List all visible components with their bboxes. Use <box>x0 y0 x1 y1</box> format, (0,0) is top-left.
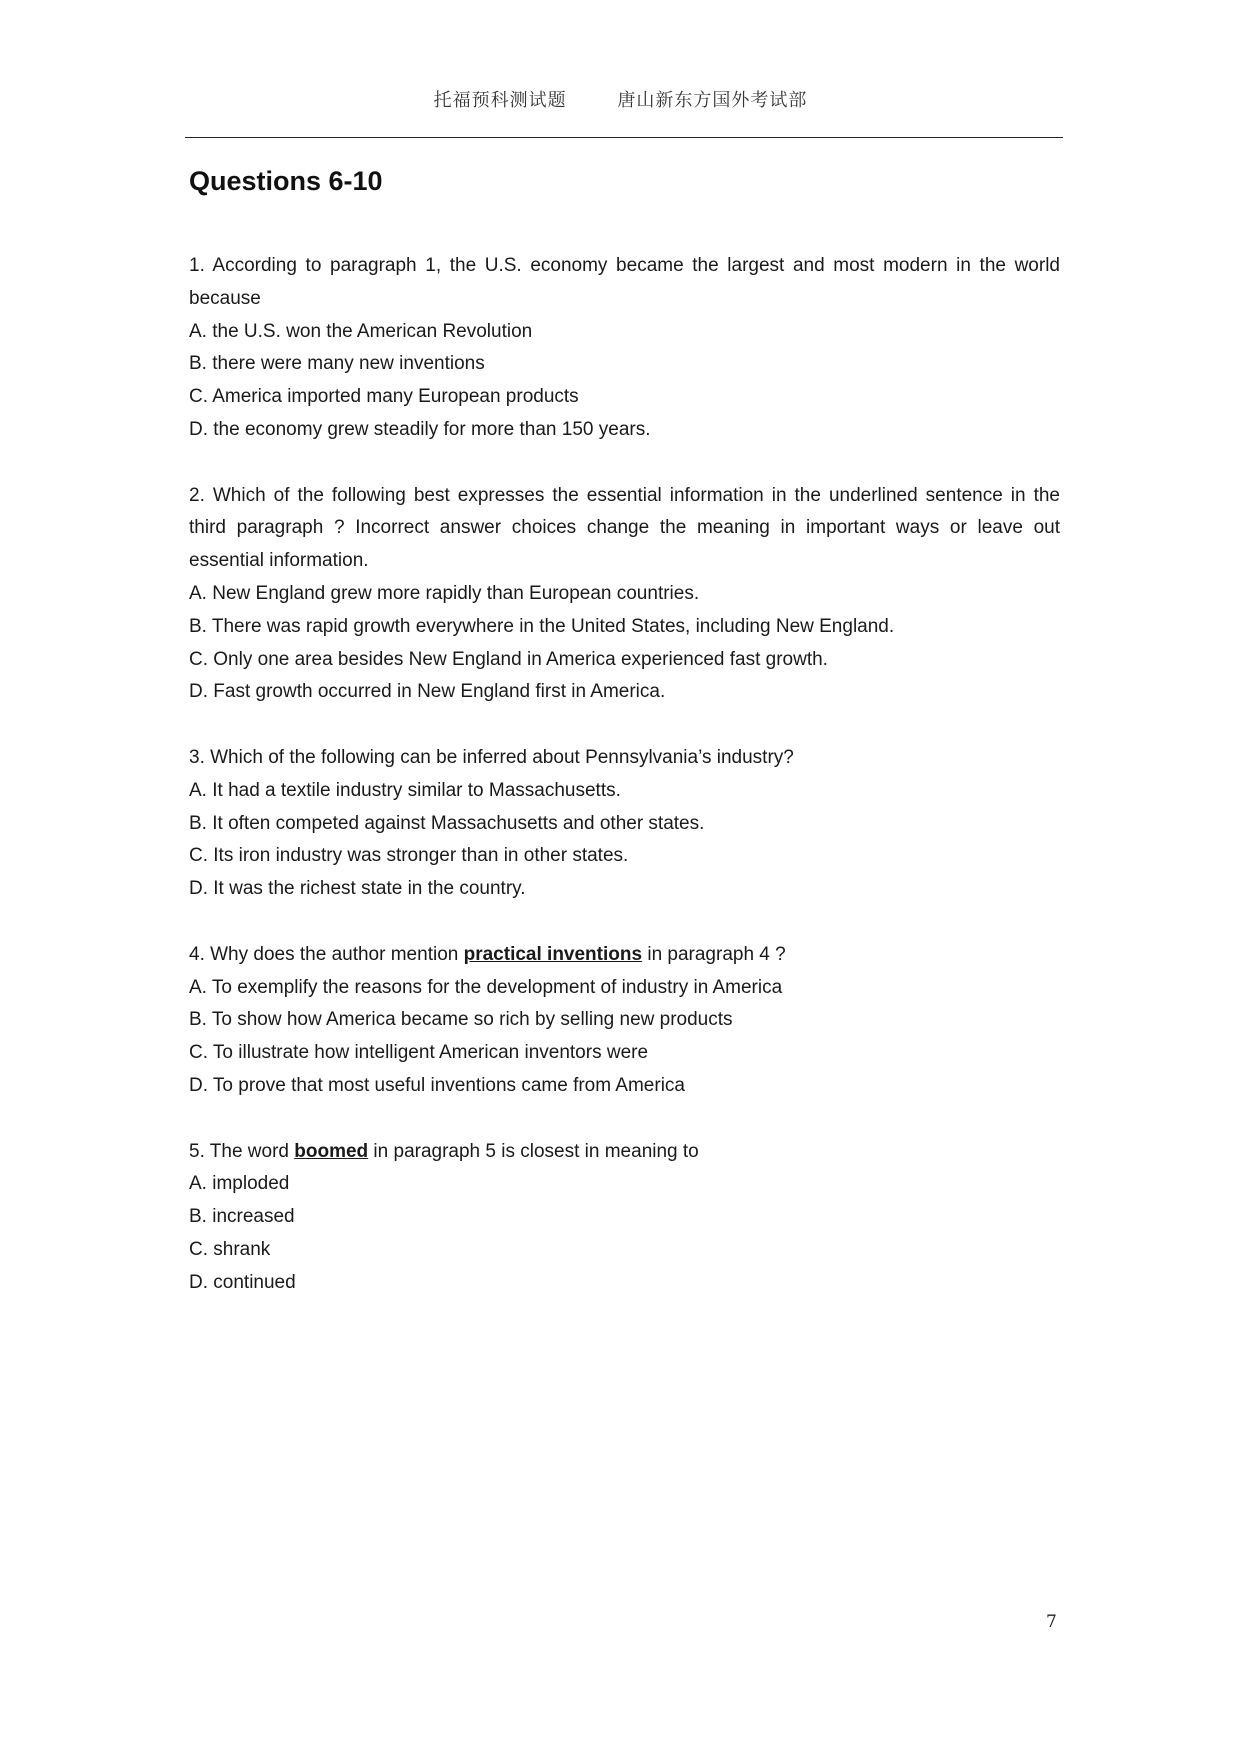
stem-text: 5. The word <box>189 1140 295 1162</box>
answer-option-d: D. It was the richest state in the country. <box>189 878 526 900</box>
question-stem: 1. According to paragraph 1, the U.S. economy became the largest and most modern in the world because <box>189 255 1060 309</box>
answer-option-d: D. Fast growth occurred in New England first in America. <box>189 681 666 703</box>
answer-option-b: B. There was rapid growth everywhere in the United States, including New England. <box>189 615 895 637</box>
answer-option-c: C. To illustrate how intelligent American inventors were <box>189 1042 649 1064</box>
answer-option-b: B. there were many new inventions <box>189 353 485 375</box>
answer-option-d: D. continued <box>189 1271 296 1293</box>
answer-option-b: B. increased <box>189 1206 295 1228</box>
answer-option-c: C. America imported many European products <box>189 386 579 408</box>
answer-option-a: A. New England grew more rapidly than European countries. <box>189 582 700 604</box>
question-1 <box>189 250 1060 447</box>
answer-option-a: A. imploded <box>189 1173 290 1195</box>
page-title: Questions 6-10 <box>189 166 383 196</box>
question-4 <box>189 939 1060 1103</box>
page-number: 7 <box>1046 1612 1057 1632</box>
answer-option-a: A. the U.S. won the American Revolution <box>189 320 533 342</box>
question-5 <box>189 1136 1060 1300</box>
answer-option-a: A. It had a textile industry similar to Massachusetts. <box>189 779 621 801</box>
stem-text: in paragraph 4 ? <box>642 943 786 965</box>
stem-text: 4. Why does the author mention <box>189 943 464 965</box>
header-divider <box>185 137 1063 138</box>
page-header <box>0 86 1241 112</box>
questions-list <box>189 250 1060 1332</box>
underlined-phrase: boomed <box>294 1140 369 1162</box>
stem-text: in paragraph 5 is closest in meaning to <box>368 1140 699 1162</box>
answer-option-b: B. To show how America became so rich by selling new products <box>189 1009 733 1031</box>
question-stem: 2. Which of the following best expresses the essential information in the underlined sentence in the third paragraph ? Incorrect answer choices change the meaning in important ways or leave out essential information. <box>189 484 1060 572</box>
header-left-text: 托福预科测试题 <box>433 90 567 111</box>
answer-option-a: A. To exemplify the reasons for the development of industry in America <box>189 976 783 998</box>
question-stem: 3. Which of the following can be inferred about Pennsylvania’s industry? <box>189 746 794 768</box>
answer-option-c: C. Only one area besides New England in America experienced fast growth. <box>189 648 828 670</box>
question-stem <box>189 939 1060 972</box>
question-2 <box>189 480 1060 710</box>
answer-option-d: D. To prove that most useful inventions came from America <box>189 1074 685 1096</box>
answer-option-d: D. the economy grew steadily for more than 150 years. <box>189 418 651 440</box>
header-right-text: 唐山新东方国外考试部 <box>617 90 808 111</box>
underlined-phrase: practical inventions <box>463 943 643 965</box>
answer-option-c: C. Its iron industry was stronger than in other states. <box>189 845 629 867</box>
question-3 <box>189 742 1060 906</box>
answer-option-c: C. shrank <box>189 1238 271 1260</box>
question-stem <box>189 1136 1060 1169</box>
answer-option-b: B. It often competed against Massachusetts and other states. <box>189 812 705 834</box>
